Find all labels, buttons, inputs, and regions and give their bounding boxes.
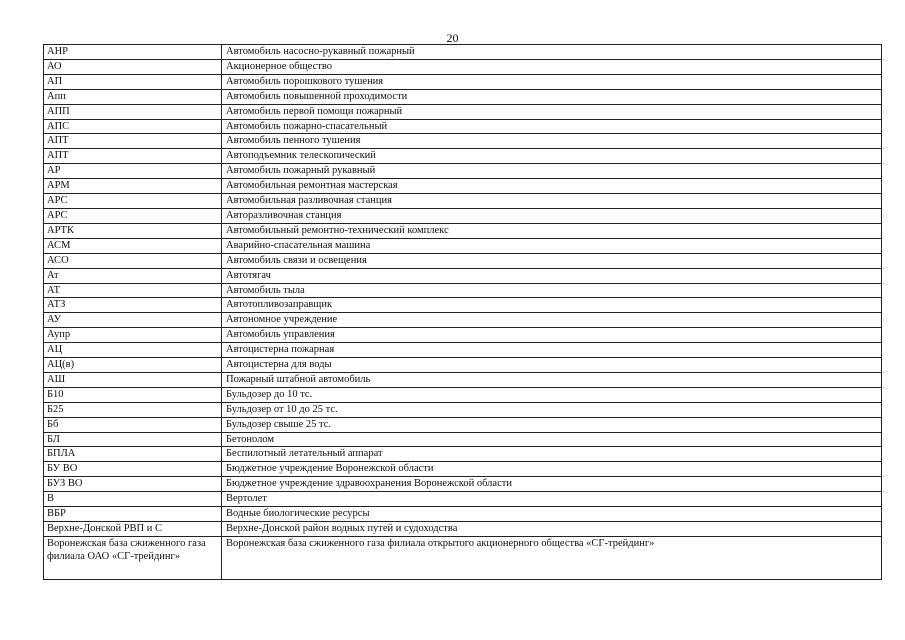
description-cell: Автомобильный ремонтно-технический комплекс: [222, 223, 882, 238]
table-row: [44, 89, 882, 104]
abbreviation-cell: АР: [44, 164, 222, 179]
description-cell: Автомобильная разливочная станция: [222, 194, 882, 209]
table-row: [44, 149, 882, 164]
table-row: [44, 358, 882, 373]
table-row: [44, 59, 882, 74]
description-cell: Автомобиль связи и освещения: [222, 253, 882, 268]
abbreviation-cell: БУ ВО: [44, 462, 222, 477]
abbreviation-cell: БЛ: [44, 432, 222, 447]
description-cell: Автоподъемник телескопический: [222, 149, 882, 164]
description-cell: Бюджетное учреждение Воронежской области: [222, 462, 882, 477]
table-row: [44, 313, 882, 328]
table-row: [44, 179, 882, 194]
abbreviation-cell: АЦ: [44, 343, 222, 358]
description-cell: Автомобиль тыла: [222, 283, 882, 298]
description-cell: Бульдозер свыше 25 тс.: [222, 417, 882, 432]
abbreviation-cell: АРМ: [44, 179, 222, 194]
description-cell: Автомобиль первой помощи пожарный: [222, 104, 882, 119]
table-row: [44, 387, 882, 402]
abbreviation-cell: АУ: [44, 313, 222, 328]
table-row: [44, 134, 882, 149]
description-cell: Верхне-Донской район водных путей и судоходства: [222, 522, 882, 537]
table-row: [44, 372, 882, 387]
abbreviation-cell: АП: [44, 74, 222, 89]
description-cell: Бетонолом: [222, 432, 882, 447]
table-row: [44, 74, 882, 89]
abbreviation-cell: АТ: [44, 283, 222, 298]
abbreviation-cell: ВБР: [44, 507, 222, 522]
table-row: [44, 536, 882, 579]
abbreviation-cell: АЦ(в): [44, 358, 222, 373]
abbreviation-cell: АСМ: [44, 238, 222, 253]
abbreviation-cell: АТЗ: [44, 298, 222, 313]
table-row: [44, 268, 882, 283]
table-row: [44, 238, 882, 253]
description-cell: Воронежская база сжиженного газа филиала открытого акционерного общества «СГ-трейдинг»: [222, 536, 882, 579]
table-row: [44, 522, 882, 537]
description-cell: Автомобиль повышенной проходимости: [222, 89, 882, 104]
description-cell: Бюджетное учреждение здравоохранения Воронежской области: [222, 477, 882, 492]
page-number: 20: [446, 31, 459, 45]
table-row: [44, 119, 882, 134]
description-cell: Автоцистерна для воды: [222, 358, 882, 373]
table-row: [44, 223, 882, 238]
abbreviation-cell: АРС: [44, 208, 222, 223]
table-row: [44, 477, 882, 492]
description-cell: Автономное учреждение: [222, 313, 882, 328]
abbreviation-cell: АРС: [44, 194, 222, 209]
description-cell: Автомобиль пожарно-спасательный: [222, 119, 882, 134]
abbreviation-cell: БУЗ ВО: [44, 477, 222, 492]
table-row: [44, 45, 882, 60]
abbreviation-cell: В: [44, 492, 222, 507]
abbreviations-table: [43, 44, 882, 580]
description-cell: Автомобиль пенного тушения: [222, 134, 882, 149]
table-row: [44, 402, 882, 417]
description-cell: Автотягач: [222, 268, 882, 283]
description-cell: Беспилотный летательный аппарат: [222, 447, 882, 462]
table-row: [44, 208, 882, 223]
abbreviation-cell: Аупр: [44, 328, 222, 343]
table-row: [44, 343, 882, 358]
table-row: [44, 283, 882, 298]
abbreviations-table-body: [44, 45, 882, 580]
table-row: [44, 492, 882, 507]
abbreviation-cell: БПЛА: [44, 447, 222, 462]
description-cell: Автомобильная ремонтная мастерская: [222, 179, 882, 194]
table-row: [44, 164, 882, 179]
description-cell: Автомобиль насосно-рукавный пожарный: [222, 45, 882, 60]
table-row: [44, 194, 882, 209]
abbreviation-cell: Апп: [44, 89, 222, 104]
abbreviation-cell: Бб: [44, 417, 222, 432]
abbreviation-cell: Верхне-Донской РВП и С: [44, 522, 222, 537]
abbreviation-cell: АСО: [44, 253, 222, 268]
description-cell: Аварийно-спасательная машина: [222, 238, 882, 253]
description-cell: Бульдозер от 10 до 25 тс.: [222, 402, 882, 417]
table-row: [44, 417, 882, 432]
abbreviation-cell: Воронежская база сжиженного газа филиала ОАО «СГ-трейдинг»: [44, 536, 222, 579]
table-row: [44, 507, 882, 522]
abbreviation-cell: АПС: [44, 119, 222, 134]
table-row: [44, 253, 882, 268]
table-row: [44, 328, 882, 343]
table-row: [44, 462, 882, 477]
abbreviation-cell: Ат: [44, 268, 222, 283]
description-cell: Вертолет: [222, 492, 882, 507]
abbreviation-cell: АРТК: [44, 223, 222, 238]
abbreviation-cell: АПТ: [44, 149, 222, 164]
table-row: [44, 104, 882, 119]
description-cell: Пожарный штабной автомобиль: [222, 372, 882, 387]
description-cell: Акционерное общество: [222, 59, 882, 74]
description-cell: Автоцистерна пожарная: [222, 343, 882, 358]
abbreviation-cell: Б10: [44, 387, 222, 402]
abbreviation-cell: Б25: [44, 402, 222, 417]
table-row: [44, 298, 882, 313]
abbreviation-cell: АПП: [44, 104, 222, 119]
table-row: [44, 447, 882, 462]
description-cell: Автомобиль порошкового тушения: [222, 74, 882, 89]
description-cell: Авторазливочная станция: [222, 208, 882, 223]
description-cell: Бульдозер до 10 тс.: [222, 387, 882, 402]
abbreviation-cell: АНР: [44, 45, 222, 60]
description-cell: Автотопливозаправщик: [222, 298, 882, 313]
description-cell: Водные биологические ресурсы: [222, 507, 882, 522]
description-cell: Автомобиль пожарный рукавный: [222, 164, 882, 179]
abbreviation-cell: АО: [44, 59, 222, 74]
abbreviation-cell: АШ: [44, 372, 222, 387]
abbreviation-cell: АПТ: [44, 134, 222, 149]
description-cell: Автомобиль управления: [222, 328, 882, 343]
table-row: [44, 432, 882, 447]
